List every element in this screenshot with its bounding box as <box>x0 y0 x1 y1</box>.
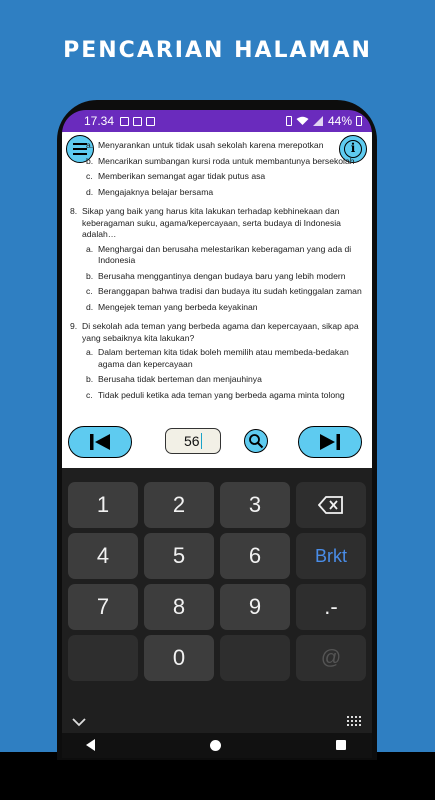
promo-title: PENCARIAN HALAMAN <box>63 38 372 63</box>
key-8[interactable]: 8 <box>144 584 214 630</box>
home-icon[interactable] <box>210 740 221 751</box>
search-button[interactable] <box>244 429 268 453</box>
image-icon <box>120 117 129 126</box>
page-navigation <box>62 423 372 468</box>
notification-icons <box>120 117 155 126</box>
previous-page-button[interactable] <box>68 426 132 458</box>
option-q8-c: c. Beranggapan bahwa tradisi dan budaya itu sudah ketinggalan zaman <box>86 286 362 296</box>
option-q8-b: b. Berusaha menggantinya dengan budaya baru yang lebih modern <box>86 270 346 281</box>
key-3[interactable]: 3 <box>220 482 290 528</box>
empty-key-2 <box>220 635 290 681</box>
key-7[interactable]: 7 <box>68 584 138 630</box>
skip-next-icon <box>317 432 343 452</box>
option-q7-b: b. Mencarikan sumbangan kursi roda untuk membantunya bersekolah <box>86 155 355 166</box>
battery-saver-icon <box>286 116 292 126</box>
option-q8-a: a. Menghargai dan berusaha melestarikan keberagaman yang ada di Indonesia <box>86 243 352 265</box>
recents-icon[interactable] <box>336 740 346 750</box>
option-q9-b: b. Berusaha tidak berteman dan menjauhinya <box>86 374 262 384</box>
key-9[interactable]: 9 <box>220 584 290 630</box>
option-q7-c: c. Memberikan semangat agar tidak putus asa <box>86 171 266 181</box>
key-2[interactable]: 2 <box>144 482 214 528</box>
skip-previous-icon <box>87 432 113 452</box>
key-5[interactable]: 5 <box>144 533 214 579</box>
app-area <box>62 132 372 468</box>
search-icon <box>248 433 264 449</box>
chevron-down-icon <box>72 717 86 727</box>
sigma-icon <box>133 117 142 126</box>
question-content <box>70 140 362 405</box>
keyboard-hide-button[interactable] <box>72 714 86 730</box>
keyboard-grid-icon[interactable] <box>347 716 361 726</box>
app-icon <box>146 117 155 126</box>
option-q9-a: a. Dalam berteman kita tidak boleh memilih atau membeda-bedakan agama dan kepercayaan <box>86 347 349 369</box>
option-q8-d: d. Mengejek teman yang berbeda keyakinan <box>86 301 258 312</box>
info-icon: i <box>344 140 362 158</box>
signal-icon <box>313 116 324 126</box>
dot-dash-key[interactable]: .- <box>296 584 366 630</box>
key-6[interactable]: 6 <box>220 533 290 579</box>
system-navigation-bar <box>62 733 372 758</box>
page-number-input[interactable] <box>165 428 221 454</box>
text-cursor <box>201 433 203 449</box>
status-bar <box>62 110 372 132</box>
back-icon[interactable] <box>86 739 95 751</box>
wifi-icon <box>296 116 309 126</box>
backspace-key[interactable] <box>296 482 366 528</box>
page-number-value: 56 <box>183 433 200 449</box>
backspace-icon <box>318 496 344 514</box>
phone-screen <box>62 110 372 758</box>
question-9: 9. Di sekolah ada teman yang berbeda agama dan kepercayaan, sikap apa yang sebaiknya kita lakukan? <box>70 321 359 343</box>
next-page-button[interactable] <box>298 426 362 458</box>
option-q9-c: c. Tidak peduli ketika ada teman yang berbeda agama minta tolong <box>86 389 345 400</box>
empty-key <box>68 635 138 681</box>
battery-percent: 44% <box>327 114 352 128</box>
question-8: 8. Sikap yang baik yang harus kita lakukan terhadap kebhinekaan dan keberagaman suku, agama/kepercayaan, serta budaya di Indonesia adalah… <box>70 206 341 239</box>
key-1[interactable]: 1 <box>68 482 138 528</box>
battery-icon <box>356 116 362 126</box>
option-q7-a: a. Menyarankan untuk tidak usah sekolah karena merepotkan <box>86 140 324 150</box>
numeric-keyboard <box>62 468 372 733</box>
at-key[interactable]: @ <box>296 635 366 681</box>
status-right <box>286 114 362 128</box>
brkt-key[interactable]: Brkt <box>296 533 366 579</box>
option-q7-d: d. Mengajaknya belajar bersama <box>86 186 214 197</box>
key-0[interactable]: 0 <box>144 635 214 681</box>
status-time: 17.34 <box>84 114 115 128</box>
key-4[interactable]: 4 <box>68 533 138 579</box>
